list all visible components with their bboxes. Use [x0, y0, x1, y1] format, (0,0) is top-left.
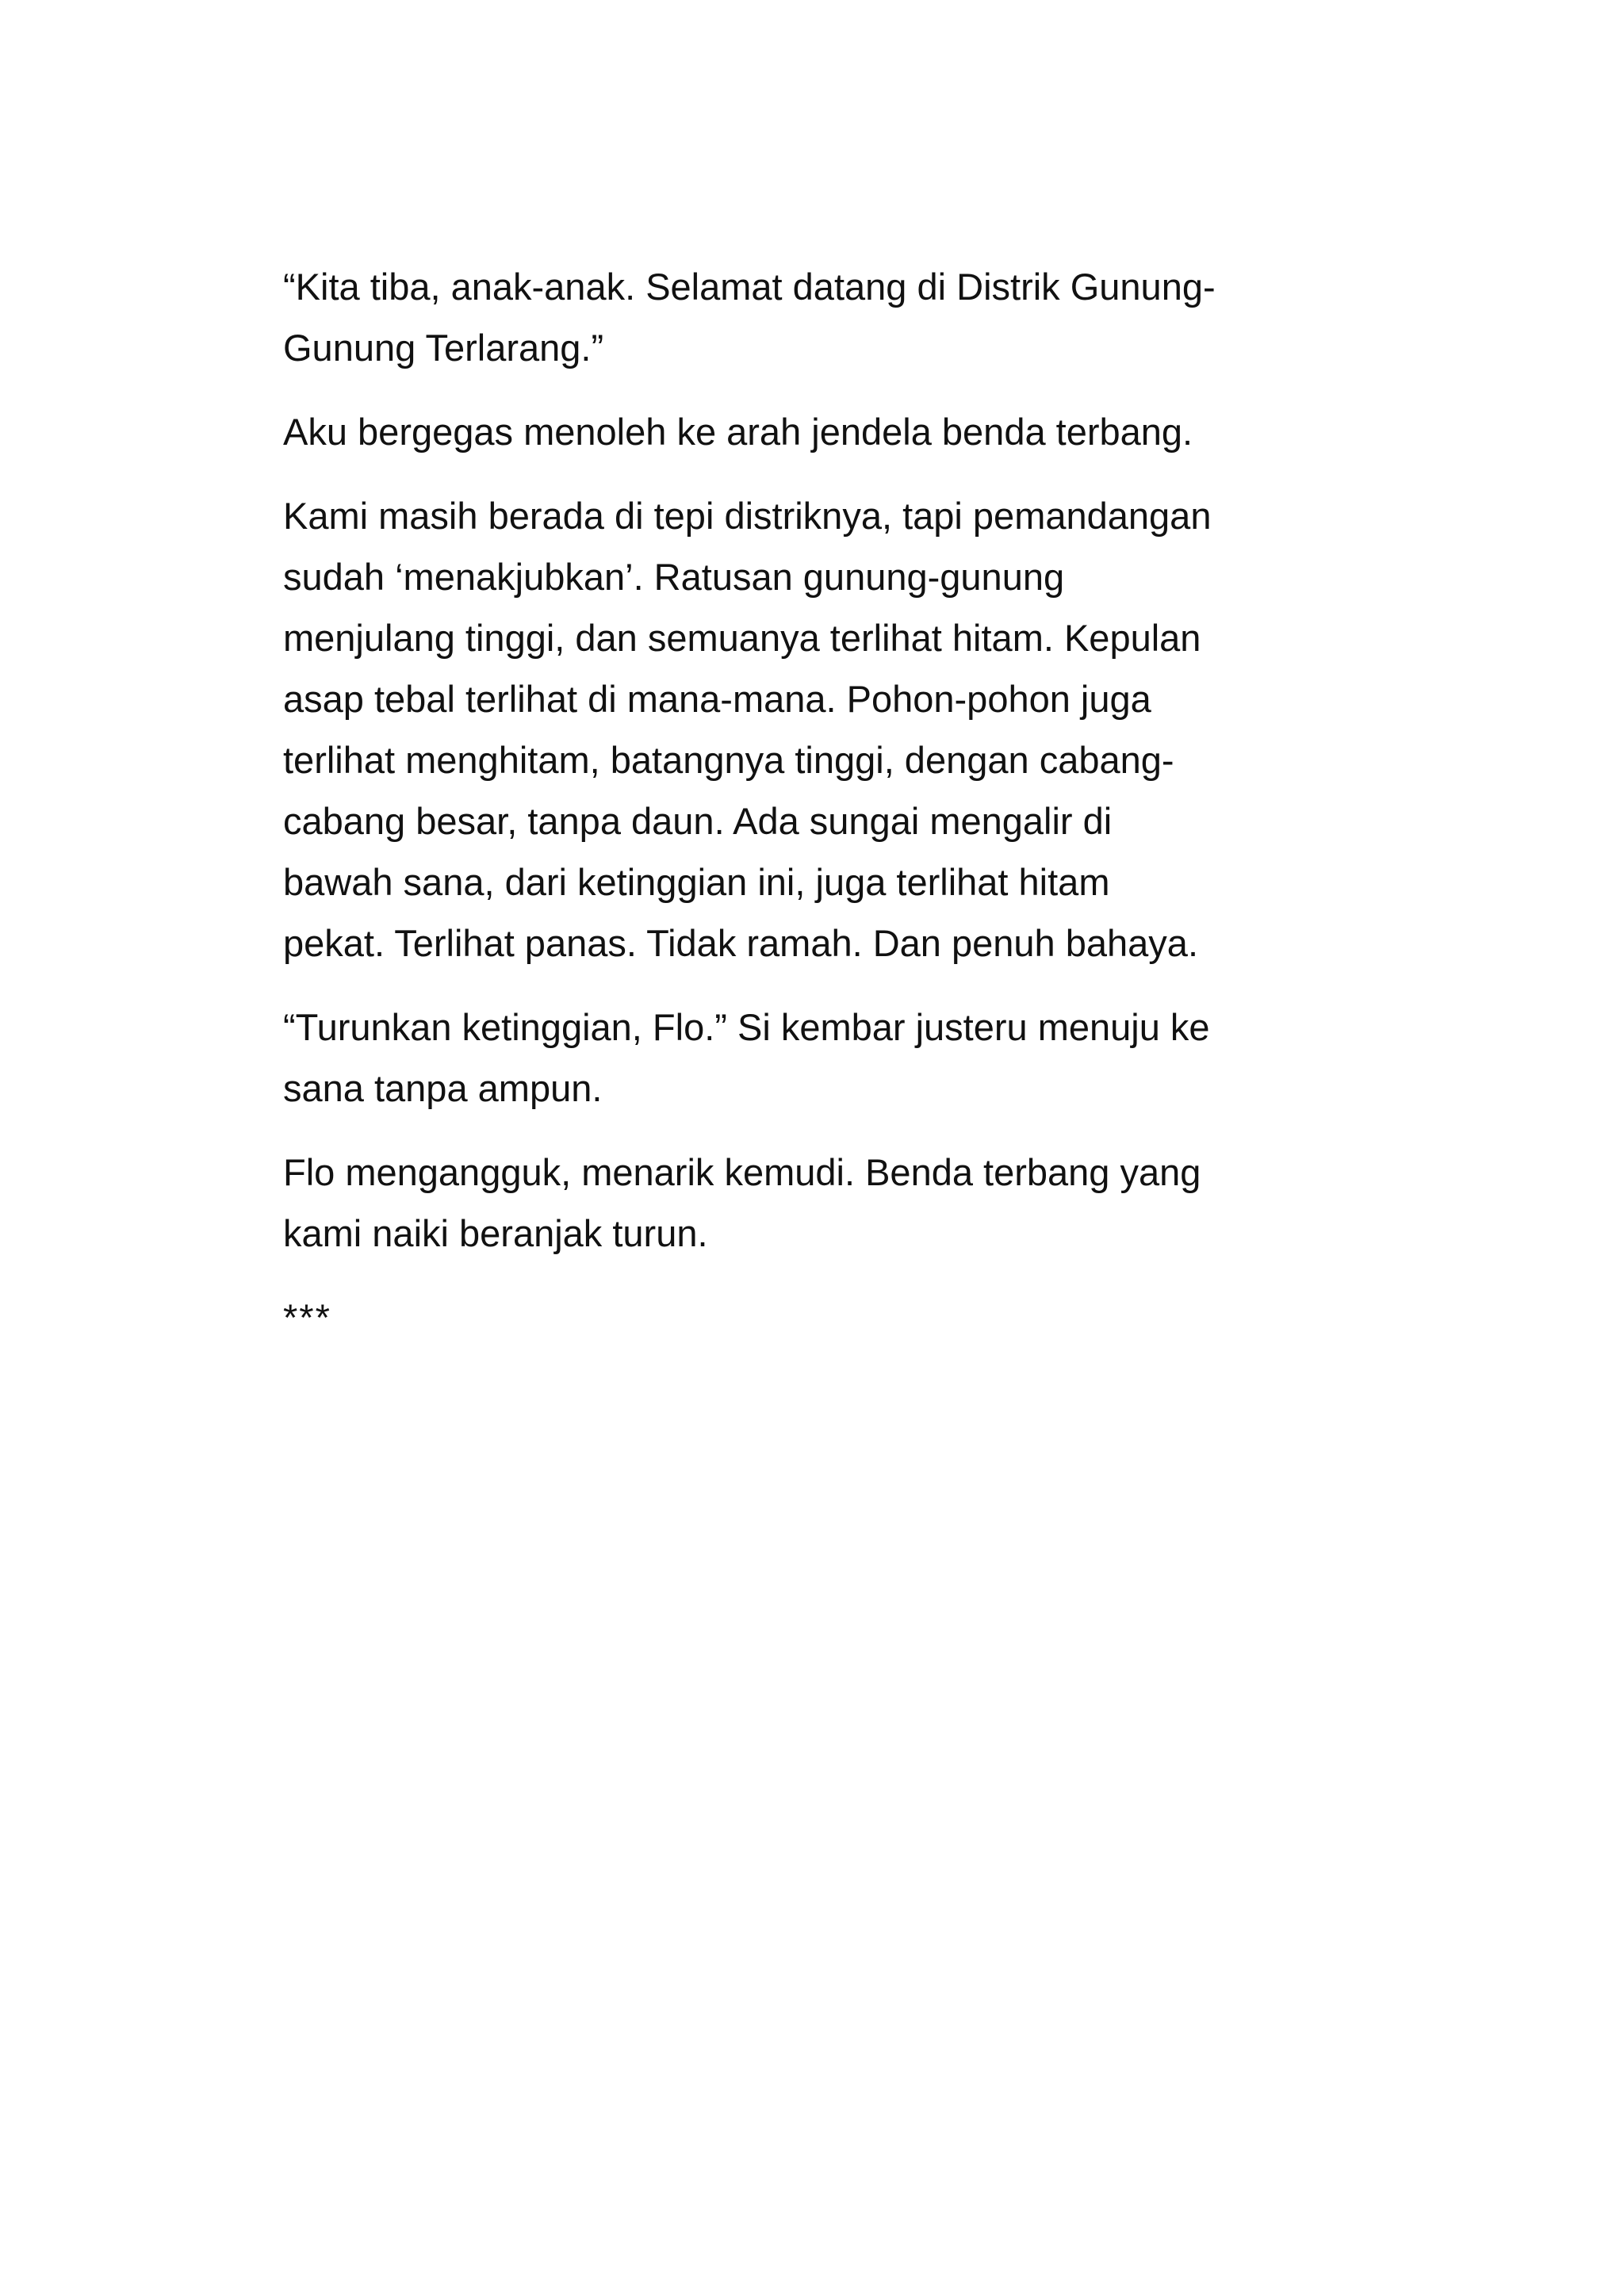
paragraph-window: Aku bergegas menoleh ke arah jendela benda terbang.	[283, 411, 1193, 453]
body-text	[283, 256, 1346, 1348]
paragraph-flo: Flo mengangguk, menarik kemudi. Benda terbang yang kami naiki beranjak turun.	[283, 1151, 1201, 1254]
paragraph-descend-order: “Turunkan ketinggian, Flo.” Si kembar justeru menuju ke sana tanpa ampun.	[283, 1006, 1210, 1109]
paragraph-arrival: “Kita tiba, anak-anak. Selamat datang di Distrik Gunung- Gunung Terlarang.”	[283, 266, 1216, 369]
paragraph-landscape: Kami masih berada di tepi distriknya, tapi pemandangan sudah ‘menakjubkan’. Ratusan gunung-gunung menjulang tinggi, dan semuanya terlihat hitam. Kepulan asap tebal terlihat di mana-mana. Pohon-pohon juga terlihat menghitam, batangnya tinggi, dengan cabang- cabang besar, tanpa daun. Ada sungai mengalir di bawah sana, dari ketinggian ini, juga terlihat hitam pekat. Terlihat panas. Tidak ramah. Dan penuh bahaya.	[283, 495, 1212, 964]
scene-separator: ***	[283, 1296, 331, 1338]
